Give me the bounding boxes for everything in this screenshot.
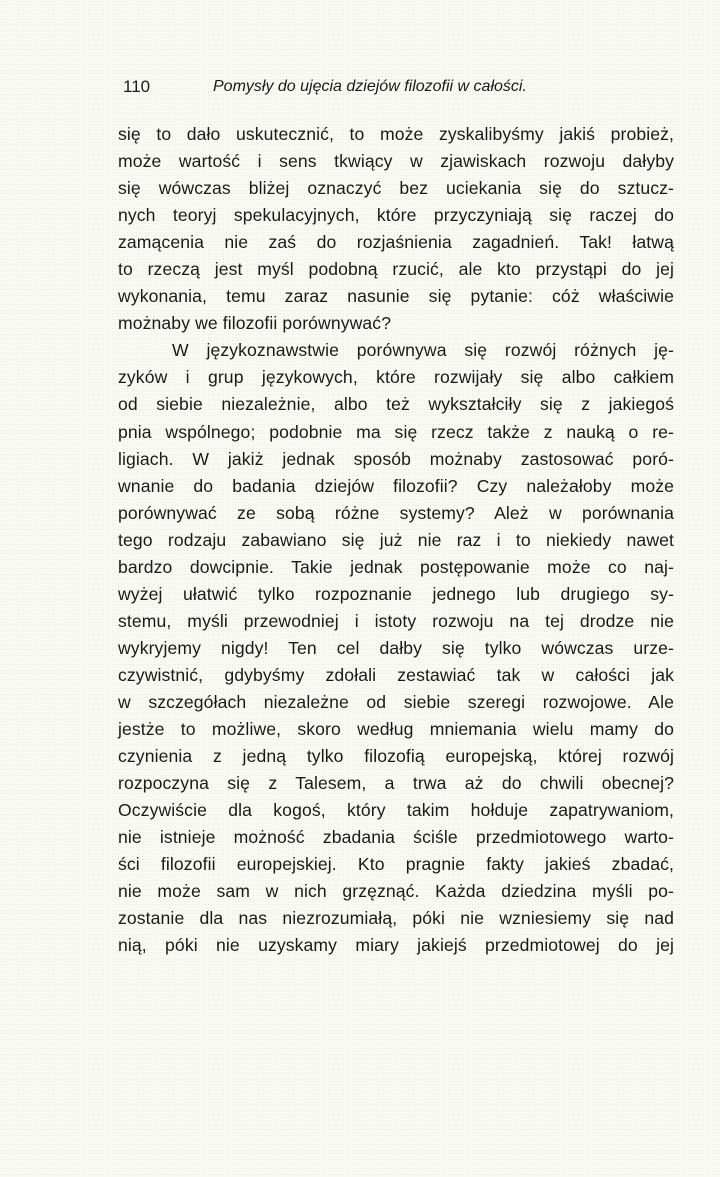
text-line: ści filozofii europejskiej. Kto pragnie fakty jakieś zbadać, bbox=[118, 854, 674, 875]
page-number: 110 bbox=[123, 77, 151, 96]
text-line: może wartość i sens tkwiący w zjawiskach rozwoju dałyby bbox=[118, 151, 674, 172]
text-line: zostanie dla nas niezrozumiałą, póki nie wzniesiemy się nad bbox=[118, 908, 674, 929]
text-line: pnia wspólnego; podobnie ma się rzecz także z nauką o re- bbox=[118, 421, 674, 442]
text-line: porównywać ze sobą różne systemy? Ależ w porównania bbox=[118, 502, 674, 523]
text-line: zamącenia nie zaś do rozjaśnienia zagadnień. Tak! łatwą bbox=[118, 232, 674, 253]
text-line: nie może sam w nich grzęznąć. Każda dziedzina myśli po- bbox=[118, 881, 674, 902]
text-line: się wówczas bliżej oznaczyć bez uciekania się do sztucz- bbox=[118, 178, 674, 199]
text-line: czynienia z jedną tylko filozofią europejską, której rozwój bbox=[118, 746, 674, 767]
text-line: się to dało uskutecznić, to może zyskalibyśmy jakiś probież, bbox=[118, 124, 674, 144]
text-line: nią, póki nie uzyskamy miary jakiejś przedmiotowej do jej bbox=[118, 935, 674, 956]
text-line: wnanie do badania dziejów filozofii? Czy należałoby może bbox=[118, 475, 674, 496]
text-line: możnaby we filozofii porównywać? bbox=[118, 313, 392, 334]
text-line: od siebie niezależnie, albo też wykształciły się z jakiegoś bbox=[118, 394, 674, 415]
text-line: zyków i grup językowych, które rozwijały się albo całkiem bbox=[118, 367, 674, 388]
text-line: rozpoczyna się z Talesem, a trwa aż do chwili obecnej? bbox=[118, 773, 674, 794]
text-line: ligiach. W jakiż jednak sposób możnaby zastosować poró- bbox=[118, 448, 674, 469]
text-line: W językoznawstwie porównywa się rozwój różnych ję- bbox=[172, 340, 674, 361]
text-line: Oczywiście dla kogoś, który takim hołduje zapatrywaniom, bbox=[118, 800, 674, 821]
text-line: jestże to możliwe, skoro według mniemania wielu mamy do bbox=[118, 719, 674, 740]
running-title: Pomysły do ujęcia dziejów filozofii w całości. bbox=[213, 78, 527, 95]
text-line: nych teoryj spekulacyjnych, które przyczyniają się raczej do bbox=[118, 205, 674, 226]
text-line: bardzo dowcipnie. Takie jednak postępowanie może co naj- bbox=[118, 556, 674, 577]
text-line: w szczegółach niezależne od siebie szeregi rozwojowe. Ale bbox=[118, 691, 674, 712]
text-line: nie istnieje możność zbadania ściśle przedmiotowego warto- bbox=[118, 827, 674, 848]
text-line: wykonania, temu zaraz nasunie się pytanie: cóż właściwie bbox=[118, 286, 674, 307]
text-line: tego rodzaju zabawiano się już nie raz i to niekiedy nawet bbox=[118, 529, 674, 550]
running-head bbox=[123, 76, 593, 102]
text-line: stemu, myśli przewodniej i istoty rozwoju na tej drodze nie bbox=[118, 610, 674, 631]
body-text bbox=[118, 121, 674, 959]
text-line: wykryjemy nigdy! Ten cel dałby się tylko wówczas urze- bbox=[118, 637, 674, 658]
text-line: czywistnić, gdybyśmy zdołali zestawiać tak w całości jak bbox=[118, 664, 674, 685]
text-line: wyżej ułatwić tylko rozpoznanie jednego lub drugiego sy- bbox=[118, 583, 674, 604]
text-line: to rzeczą jest myśl podobną rzucić, ale kto przystąpi do jej bbox=[118, 259, 674, 280]
